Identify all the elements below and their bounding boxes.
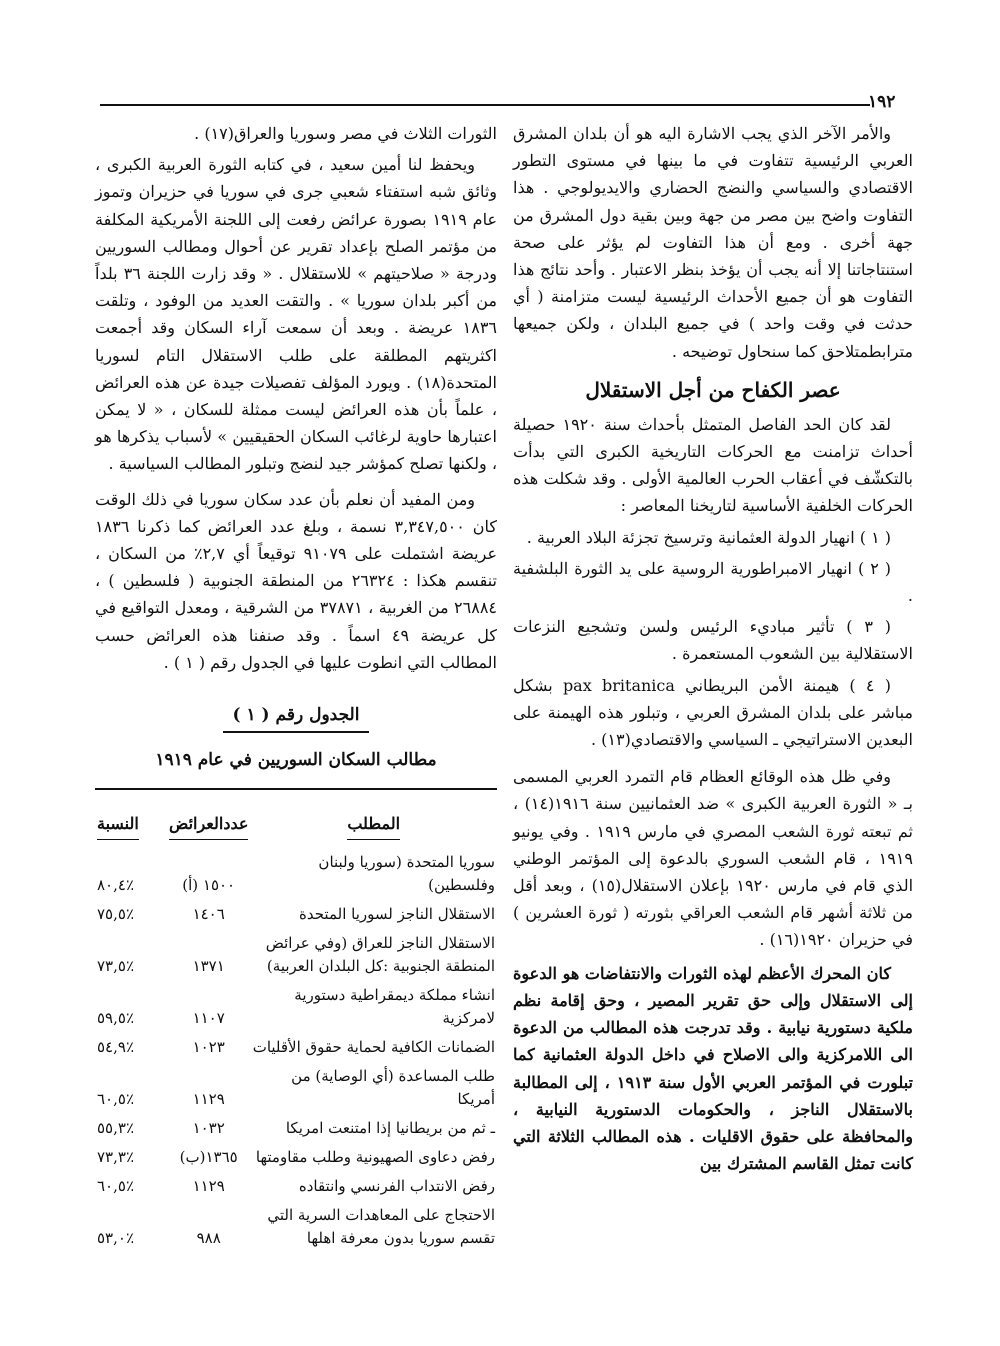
row-demand: طلب المساعدة (أي الوصاية) من أمريكا — [291, 1066, 495, 1108]
table-row — [95, 929, 497, 981]
page-number: ١٩٢ — [868, 92, 896, 112]
row-demand: الاحتجاج على المعاهدات السرية التي تقسم سوريا بدون معرفة اهلها — [267, 1205, 495, 1247]
row-percent: ٪٥٤,٩ — [97, 1037, 135, 1056]
row-percent: ٪٧٣,٥ — [97, 956, 135, 975]
list-item: ( ٣ ) تأثير مباديء الرئيس ولسن وتشجيع النزعات الاستقلالية بين الشعوب المستعمرة . — [513, 617, 913, 664]
row-demand: الاستقلال الناجز للعراق (وفي عرائض المنطقة الجنوبية :كل البلدان العربية) — [265, 933, 495, 975]
paragraph-1: ويحفظ لنا أمين سعيد ، في كتابه الثورة العربية الكبرى ، وثائق شبه استفتاء شعبي جرى في سوريا في حزيران وتموز عام ١٩١٩ بصورة عرائض رفعت إلى اللجنة الأمريكية المكلفة من مؤتمر الصلح بإعداد تقرير عن أحوال ومطالب السوريين ودرجة « صلاحيتهم » للاستقلال . « وقد زارت اللجنة ٣٦ بلداً من أكبر بلدان سوريا » . والتقت العديد من الوفود ، وتلقت ١٨٣٦ عريضة . وبعد أن سمعت آراء السكان وقد أجمعت اكثريتهم المطلقة على طلب الاستقلال التام لسوريا المتحدة(١٨) . ويورد المؤلف تفصيلات جيدة عن هذه العرائض ، علماً بأن هذه العرائض ليست ممثلة للسكان ، « لا يمكن اعتبارها حاوية لرغائب السكان الحقيقيين » لأسباب يذكرها هو ، ولكنها تصلح كمؤشر جيد لنضج وتبلور المطالب السياسية . — [95, 155, 498, 474]
table-row — [95, 1062, 497, 1114]
row-count: ١١٢٩ — [192, 1089, 225, 1108]
header-count: عددالعرائض — [167, 808, 250, 847]
section-paragraph: لقد كان الحد الفاصل المتمثل بأحداث سنة ١٩٢٠ حصيلة أحداث تزامنت مع الحركات التاريخية الكبرى التي بدأت بالتكشّف في أعقاب الحرب العالمية الأولى . وقد شكلت هذه الحركات الخلفية الأساسية لتاريخنا المعاصر : — [513, 414, 913, 516]
row-percent: ٪٨٠,٤ — [97, 875, 135, 894]
row-demand: ـ ثم من بريطانيا إذا امتنعت امريكا — [285, 1118, 495, 1137]
left-column — [95, 120, 497, 1253]
table-row — [95, 1143, 497, 1172]
row-percent: ٪٧٣,٣ — [97, 1147, 135, 1166]
table-row — [95, 1114, 497, 1143]
events-paragraph: وفي ظل هذه الوقائع العظام قام التمرد العربي المسمى بـ « الثورة العربية الكبرى » ضد العثمانيين سنة ١٩١٦(١٤) ، ثم تبعته ثورة الشعب المصري في مارس ١٩١٩ . وفي يونيو ١٩١٩ ، قام الشعب السوري بالدعوة إلى المؤتمر الوطني الذي قام في مارس ١٩٢٠ بإعلان الاستقلال(١٥) ، وبعد أقل من ثلاثة أشهر قام الشعب العراقي بثورته ( ثورة العشرين ) في حزيران ١٩٢٠(١٦) . — [513, 767, 914, 950]
row-count: ١٤٠٦ — [192, 904, 225, 923]
table-row — [95, 1033, 497, 1062]
row-count: ١٣٦٥(ب) — [179, 1147, 238, 1166]
row-percent: ٪٦٠,٥ — [97, 1089, 135, 1108]
table-row — [95, 900, 497, 929]
final-paragraph: كان المحرك الأعظم لهذه الثورات والانتفاضات هو الدعوة إلى الاستقلال وإلى حق تقرير المصير ، وحق إقامة نظم ملكية دستورية نيابية . وقد تدرجت هذه المطالب من الدعوة الى اللامركزية والى الاصلاح في داخل الدولة العثمانية كما تبلورت في المؤتمر العربي الأول سنة ١٩١٣ ، إلى المطالبة بالاستقلال الناجز ، والحكومات الدستورية النيابية ، والمحافظة على حقوق الاقليات . هذه المطالب الثلاثة التي كانت تمثل القاسم المشترك بين — [513, 963, 914, 1174]
row-percent: ٪٦٠,٥ — [97, 1176, 135, 1195]
table-number-text: الجدول رقم ( ١ ) — [223, 702, 370, 733]
row-demand: رفض دعاوى الصهيونية وطلب مقاومتها — [255, 1147, 495, 1166]
row-count: ١٣٧١ — [192, 956, 225, 975]
list-item: ( ٤ ) هيمنة الأمن البريطاني pax britanica بشكل مباشر على بلدان المشرق العربي ، وتبلور هذه الهيمنة على البعدين الاستراتيجي ـ السياسي والاقتصادي(١٣) . — [513, 675, 913, 750]
list-item: ( ١ ) انهيار الدولة العثمانية وترسيخ تجزئة البلاد العربية . — [526, 527, 891, 547]
table-title: مطالب السكان السوريين في عام ١٩١٩ — [95, 747, 497, 790]
row-percent: ٪٧٥,٥ — [97, 904, 135, 923]
row-count: ١١٠٧ — [192, 1008, 225, 1027]
row-demand: الضمانات الكافية لحماية حقوق الأقليات — [252, 1037, 495, 1056]
intro-paragraph: والأمر الآخر الذي يجب الاشارة اليه هو أن بلدان المشرق العربي الرئيسية تتفاوت في ما بينها في مستوى التطور الاقتصادي والسياسي والنضج الحضاري والايديولوجي . هذا التفاوت واضح بين مصر من جهة وبين بقية دول المشرق من جهة أخرى . ومع أن هذا التفاوت لم يؤثر على صحة استنتاجاتنا إلا أنه يجب أن يؤخذ بنظر الاعتبار . وأحد نتائج هذا التفاوت هو أن جميع الأحداث الرئيسية ليست متزامنة ( أي حدثت في وقت واحد ) في جميع البلدان ، ولكن جميعها مترابطمتلاحق كما سنحاول توضيحه . — [513, 124, 913, 361]
header-rule — [100, 104, 870, 106]
row-demand: الاستقلال الناجز لسوريا المتحدة — [299, 904, 495, 923]
table-row — [95, 848, 497, 900]
table-header-row — [95, 808, 497, 847]
row-count: ١٠٣٢ — [192, 1118, 225, 1137]
row-demand: انشاء مملكة ديمقراطية دستورية لامركزية — [294, 985, 495, 1027]
continuation-line: الثورات الثلاث في مصر وسوريا والعراق(١٧) . — [194, 124, 497, 143]
header-percent: النسبة — [95, 808, 167, 847]
right-column — [513, 120, 913, 1181]
row-count: ١٠٢٣ — [192, 1037, 225, 1056]
row-percent: ٪٥٣,٠ — [97, 1228, 135, 1247]
row-demand: رفض الانتداب الفرنسي وانتقاده — [298, 1176, 495, 1195]
row-count: ١١٢٩ — [192, 1176, 225, 1195]
row-count: ١٥٠٠ (أ) — [182, 875, 236, 894]
demands-table — [95, 808, 497, 1252]
row-percent: ٪٥٥,٣ — [97, 1118, 135, 1137]
paragraph-2: ومن المفيد أن نعلم بأن عدد سكان سوريا في ذلك الوقت كان ٣,٣٤٧,٥٠٠ نسمة ، وبلغ عدد العرائض كما ذكرنا ١٨٣٦ عريضة اشتملت على ٩١٠٧٩ توقيعاً أي ٢,٧٪ من السكان ، تنقسم هكذا : ٢٦٣٢٤ من المنطقة الجنوبية ( فلسطين ) ، ٢٦٨٨٤ من الغربية ، ٣٧٨٧١ من الشرقية ، ومعدل التواقيع في كل عريضة ٤٩ اسماً . وقد صنفنا هذه العرائض حسب المطالب التي انطوت عليها في الجدول رقم ( ١ ) . — [95, 489, 498, 672]
header-demand: المطلب — [250, 808, 497, 847]
row-demand: سوريا المتحدة (سوريا ولبنان وفلسطين) — [318, 852, 495, 894]
table-row — [95, 1172, 497, 1201]
list-item: ( ٢ ) انهيار الامبراطورية الروسية على يد الثورة البلشفية . — [513, 558, 913, 606]
table-number — [95, 702, 497, 733]
row-percent: ٪٥٩,٥ — [97, 1008, 135, 1027]
row-count: ٩٨٨ — [196, 1228, 221, 1247]
table-row — [95, 1201, 497, 1253]
section-heading: عصر الكفاح من أجل الاستقلال — [585, 377, 841, 402]
table-row — [95, 981, 497, 1033]
